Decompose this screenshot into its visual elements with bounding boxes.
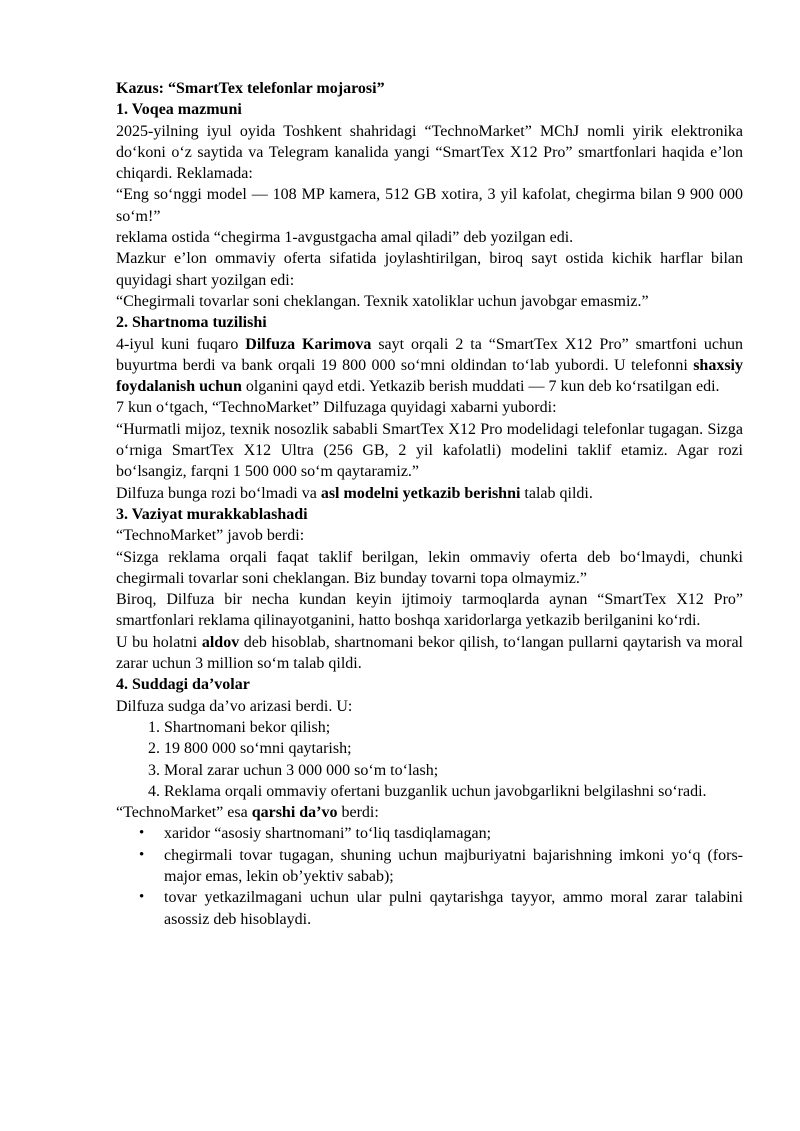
bold-phrase: aldov	[201, 633, 240, 651]
claims-list	[116, 717, 743, 802]
list-item	[139, 845, 743, 888]
bold-phrase: shaxsiy foydalanish uchun	[116, 356, 743, 396]
section-2-seller-message-quote: “Hurmatli mijoz, texnik nosozlik sababli SmartTex X12 Pro modelidagi telefonlar tugagan. Sizga o‘rniga SmartTex X12 Ultra (256 GB, 2 yil kafolatli) modelini taklif etamiz. Agar rozi bo‘lsangiz, farqni 1 500 000 so‘m qaytaramiz.”	[116, 420, 743, 481]
section-2-heading: 2. Shartnoma tuzilishi	[116, 314, 267, 332]
list-item-text: chegirmali tovar tugagan, shuning uchun majburiyatni bajarishning imkoni yo‘q (fors-major emas, lekin ob’yektiv sabab);	[164, 846, 743, 885]
text-run: olganini qayd etdi. Yetkazib berish muddati — 7 kun deb ko‘rsatilgan edi.	[241, 378, 720, 396]
text-run: deb hisoblab, shartnomani bekor qilish, to‘langan pullarni qaytarish va moral zarar uchun 3 million so‘m talab qildi.	[116, 633, 743, 673]
document-page	[116, 78, 743, 930]
section-3-seller-reply-quote: “Sizga reklama orqali faqat taklif berilgan, lekin ommaviy oferta deb bo‘lmaydi, chunki chegirmali tovarlar soni cheklangan. Biz bunday tovarni topa olmaymiz.”	[116, 548, 743, 587]
bullet-icon: •	[139, 825, 145, 842]
document-title: Kazus: “SmartTex telefonlar mojarosi”	[116, 80, 385, 97]
section-2-paragraph-4	[116, 483, 743, 504]
list-item: 4. Reklama orqali ommaviy ofertani buzganlik uchun javobgarlikni belgilashni so‘radi.	[164, 781, 743, 802]
buyer-name: Dilfuza Karimova	[245, 335, 372, 353]
text-run: U bu holatni	[116, 633, 202, 651]
section-3-paragraph-1: “TechnoMarket” javob berdi:	[116, 527, 305, 545]
bold-phrase: asl modelni yetkazib berishni	[320, 484, 521, 502]
section-1-ad-quote: “Eng so‘nggi model — 108 MP kamera, 512 GB xotira, 3 yil kafolat, chegirma bilan 9 900 000 so‘m!”	[116, 186, 743, 225]
bullet-icon: •	[139, 889, 145, 906]
section-1-paragraph-4: Mazkur e’lon ommaviy oferta sifatida joylashtirilgan, biroq sayt ostida kichik harflar bilan quyidagi shart yozilgan edi:	[116, 250, 743, 289]
text-run: Dilfuza bunga rozi bo‘lmadi va	[116, 484, 321, 502]
list-item	[139, 823, 743, 844]
text-run: 4-iyul kuni fuqaro	[116, 335, 246, 353]
list-item: 1. Shartnomani bekor qilish;	[164, 717, 743, 738]
text-run: talab qildi.	[520, 484, 593, 502]
list-item: 2. 19 800 000 so‘mni qaytarish;	[164, 738, 743, 759]
text-run: sayt orqali 2 ta “SmartTex X12 Pro” smartfoni uchun buyurtma berdi va bank orqali 19 800 000 so‘mni oldindan to‘lab yubordi. U telefonni	[116, 335, 744, 374]
section-2-paragraph-1	[116, 334, 743, 398]
counter-claims-list	[116, 823, 743, 929]
section-3-heading: 3. Vaziyat murakkablashadi	[116, 505, 308, 523]
section-4-heading: 4. Suddagi da’volar	[116, 676, 250, 694]
section-1-heading: 1. Voqea mazmuni	[116, 101, 242, 119]
section-2-paragraph-2: 7 kun o‘tgach, “TechnoMarket” Dilfuzaga quyidagi xabarni yubordi:	[116, 399, 557, 417]
bullet-icon: •	[139, 846, 145, 863]
text-run: “TechnoMarket” esa	[116, 804, 252, 822]
text-run: berdi:	[337, 804, 379, 822]
section-1-paragraph-1: 2025-yilning iyul oyida Toshkent shahridagi “TechnoMarket” MChJ nomli yirik elektronika do‘koni o‘z saytida va Telegram kanalida yangi “SmartTex X12 Pro” smartfonlari haqida e’lon chiqardi. Reklamada:	[116, 122, 743, 183]
section-3-paragraph-4	[116, 632, 743, 675]
section-4-intro: Dilfuza sudga da’vo arizasi berdi. U:	[116, 697, 353, 715]
list-item: 3. Moral zarar uchun 3 000 000 so‘m to‘lash;	[164, 760, 743, 781]
section-1-paragraph-3: reklama ostida “chegirma 1-avgustgacha amal qiladi” deb yozilgan edi.	[116, 229, 574, 247]
list-item-text: tovar yetkazilmagani uchun ular pulni qaytarishga tayyor, ammo moral zarar talabini asossiz deb hisoblaydi.	[164, 889, 743, 928]
section-1-fine-print-quote: “Chegirmali tovarlar soni cheklangan. Texnik xatoliklar uchun javobgar emasmiz.”	[116, 292, 649, 310]
section-4-counter-claim-intro	[116, 802, 743, 823]
section-3-paragraph-3: Biroq, Dilfuza bir necha kundan keyin ijtimoiy tarmoqlarda aynan “SmartTex X12 Pro” smartfonlari reklama qilinayotganini, hatto boshqa xaridorlarga yetkazib berilganini ko‘rdi.	[116, 591, 743, 630]
list-item-text: xaridor “asosiy shartnomani” to‘liq tasdiqlamagan;	[164, 825, 492, 843]
list-item	[139, 887, 743, 930]
bold-phrase: qarshi da’vo	[251, 804, 338, 822]
